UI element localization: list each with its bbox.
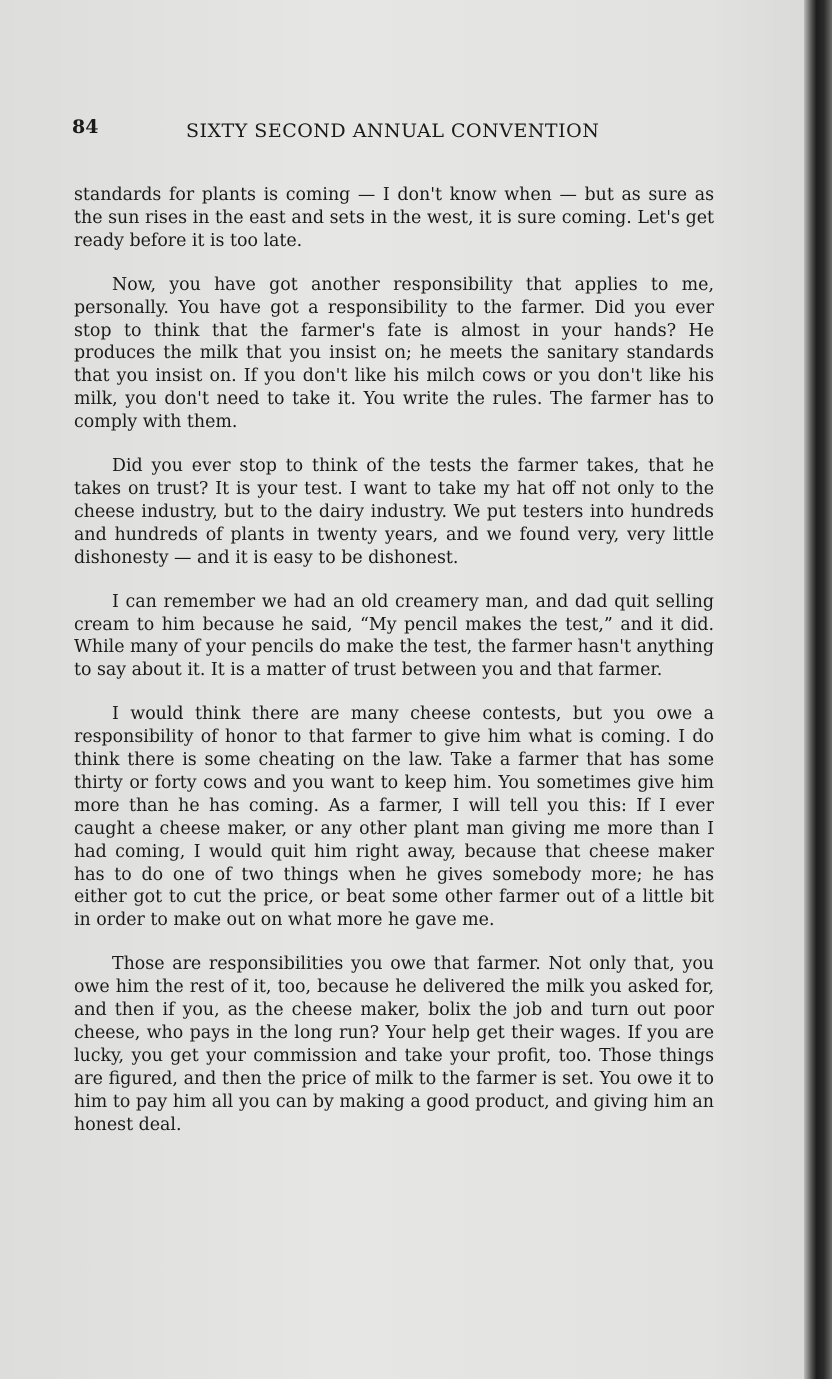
book-spine-edge	[804, 0, 832, 1379]
page-number: 84	[72, 116, 99, 138]
paragraph-6: Those are responsibilities you owe that farmer. Not only that, you owe him the rest of it, too, because he delivered the milk you asked for, and then if you, as the cheese maker, bolix the job and turn out poor cheese, who pays in the long run? Your help get their wages. If you are lucky, you get your commission and take your profit, too. Those things are figured, and then the price of milk to the farmer is set. You owe it to him to pay him all you can by making a good product, and giving him an honest deal.	[74, 954, 714, 1135]
paragraph-1: standards for plants is coming — I don't know when — but as sure as the sun rises in the east and sets in the west, it is sure coming. Let's get ready before it is too late.	[74, 185, 714, 251]
body-text	[74, 184, 714, 1158]
page-header	[72, 116, 632, 152]
paragraph-4: I can remember we had an old creamery man, and dad quit selling cream to him because he said, “My pencil makes the test,” and it did. While many of your pencils do make the test, the farmer hasn't anything to say about it. It is a matter of trust between you and that farmer.	[74, 591, 714, 681]
paragraph-5: I would think there are many cheese contests, but you owe a responsibility of honor to that farmer to give him what is coming. I do think there is some cheating on the law. Take a farmer that has some thirty or forty cows and you want to keep him. You sometimes give him more than he has coming. As a farmer, I will tell you this: If I ever caught a cheese maker, or any other plant man giving me more than I had coming, I would quit him right away, because that cheese maker has to do one of two things when he gives somebody more; he has either got to cut the price, or beat some other farmer out of a little bit in order to make out on what more he gave me.	[74, 704, 714, 931]
paragraph-2: Now, you have got another responsibility that applies to me, personally. You have got a responsibility to the farmer. Did you ever stop to think that the farmer's fate is almost in your hands? He produces the milk that you insist on; he meets the sanitary standards that you insist on. If you don't like his milch cows or you don't like his milk, you don't need to take it. You write the rules. The farmer has to comply with them.	[74, 274, 714, 433]
running-title: SIXTY SECOND ANNUAL CONVENTION	[186, 120, 600, 142]
paragraph-3: Did you ever stop to think of the tests the farmer takes, that he takes on trust? It is your test. I want to take my hat off not only to the cheese industry, but to the dairy industry. We put testers into hundreds and hundreds of plants in twenty years, and we found very, very little dishonesty — and it is easy to be dishonest.	[74, 456, 714, 568]
